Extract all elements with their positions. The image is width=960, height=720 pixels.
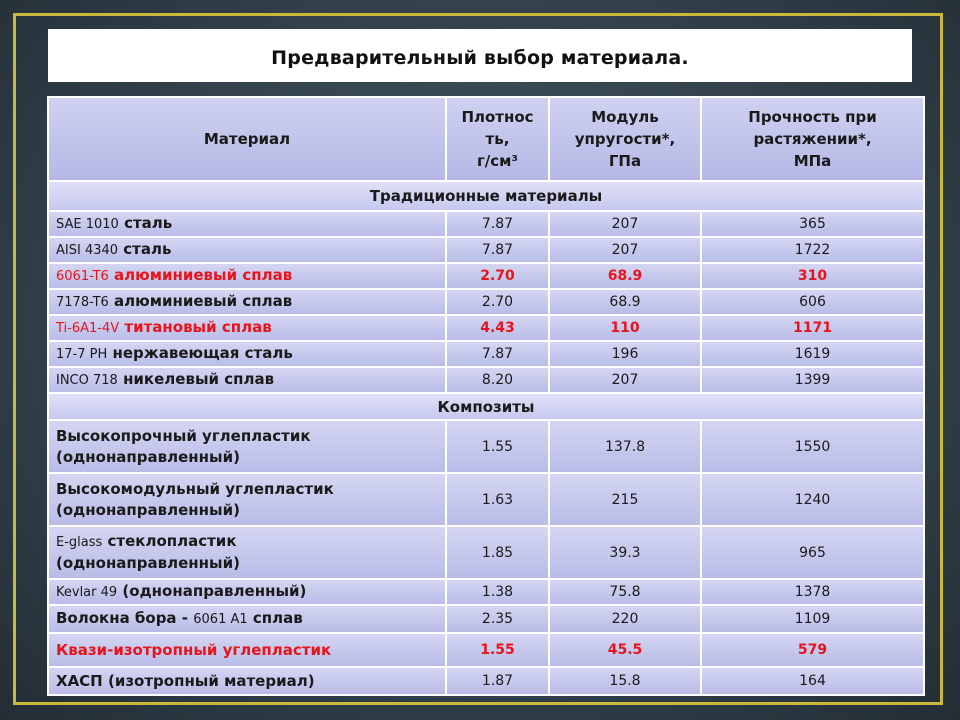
density-cell: 4.43 [446,315,549,341]
section-composites: Композиты [48,393,924,420]
strength-cell: 1722 [701,237,924,263]
table-row [48,237,924,263]
material-cell: Ti-6A1-4V титановый сплав [48,315,446,341]
modulus-cell: 196 [549,341,701,367]
density-cell: 8.20 [446,367,549,393]
density-cell: 1.87 [446,667,549,695]
strength-cell: 1399 [701,367,924,393]
material-cell: Квази-изотропный углепластик [48,633,446,667]
strength-cell: 1378 [701,579,924,605]
table-row [48,289,924,315]
strength-cell: 1240 [701,473,924,526]
strength-cell: 579 [701,633,924,667]
density-cell: 1.55 [446,633,549,667]
density-cell: 1.38 [446,579,549,605]
density-cell: 7.87 [446,341,549,367]
modulus-cell: 39.3 [549,526,701,579]
density-cell: 7.87 [446,237,549,263]
table-row-highlighted [48,633,924,667]
material-cell: 17-7 PH нержавеющая сталь [48,341,446,367]
material-cell: 6061-T6 алюминиевый сплав [48,263,446,289]
modulus-cell: 220 [549,605,701,633]
material-cell: 7178-T6 алюминиевый сплав [48,289,446,315]
material-cell: Высокомодульный углепластик (однонаправленный) [48,473,446,526]
table-row [48,341,924,367]
header-material: Материал [48,97,446,181]
header-row [48,97,924,181]
modulus-cell: 45.5 [549,633,701,667]
table-row [48,420,924,473]
table-row [48,667,924,695]
modulus-cell: 207 [549,367,701,393]
table-row [48,473,924,526]
density-cell: 7.87 [446,211,549,237]
table-row [48,605,924,633]
table-row [48,367,924,393]
density-cell: 1.55 [446,420,549,473]
material-cell: Kevlar 49 (однонаправленный) [48,579,446,605]
strength-cell: 365 [701,211,924,237]
table-row [48,211,924,237]
header-strength: Прочность при растяжении*, МПа [701,97,924,181]
header-modulus: Модуль упругости*, ГПа [549,97,701,181]
materials-table [47,96,925,696]
section-traditional: Традиционные материалы [48,181,924,211]
density-cell: 2.35 [446,605,549,633]
modulus-cell: 75.8 [549,579,701,605]
material-cell: Волокна бора - 6061 A1 сплав [48,605,446,633]
strength-cell: 606 [701,289,924,315]
section-composites-row [48,393,924,420]
section-traditional-row [48,181,924,211]
material-cell: Высокопрочный углепластик (однонаправленный) [48,420,446,473]
header-density: Плотнос ть, г/см³ [446,97,549,181]
table-row [48,526,924,579]
modulus-cell: 68.9 [549,289,701,315]
modulus-cell: 137.8 [549,420,701,473]
material-cell: E-glass стеклопластик (однонаправленный) [48,526,446,579]
strength-cell: 1171 [701,315,924,341]
strength-cell: 310 [701,263,924,289]
material-cell: AISI 4340 сталь [48,237,446,263]
material-cell: INCO 718 никелевый сплав [48,367,446,393]
density-cell: 2.70 [446,263,549,289]
modulus-cell: 110 [549,315,701,341]
material-cell: SAE 1010 сталь [48,211,446,237]
strength-cell: 1619 [701,341,924,367]
strength-cell: 965 [701,526,924,579]
material-cell: ХАСП (изотропный материал) [48,667,446,695]
modulus-cell: 215 [549,473,701,526]
strength-cell: 1550 [701,420,924,473]
strength-cell: 164 [701,667,924,695]
density-cell: 1.85 [446,526,549,579]
title-box [48,29,912,82]
modulus-cell: 15.8 [549,667,701,695]
density-cell: 2.70 [446,289,549,315]
page-title: Предварительный выбор материала. [271,46,689,69]
modulus-cell: 68.9 [549,263,701,289]
table-row-highlighted [48,263,924,289]
modulus-cell: 207 [549,211,701,237]
strength-cell: 1109 [701,605,924,633]
density-cell: 1.63 [446,473,549,526]
modulus-cell: 207 [549,237,701,263]
table-row-highlighted [48,315,924,341]
table-row [48,579,924,605]
